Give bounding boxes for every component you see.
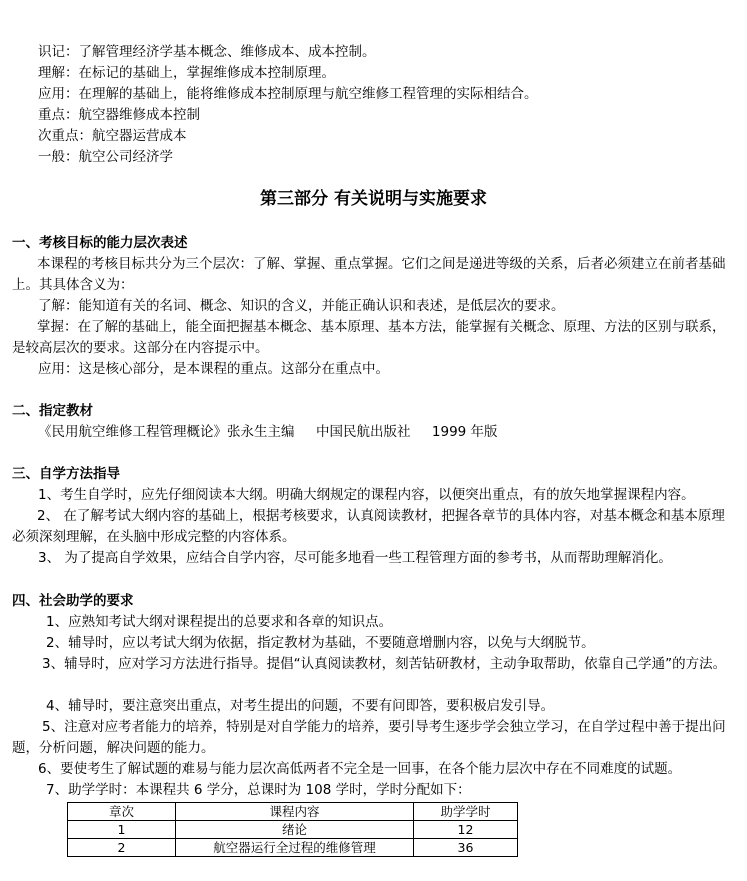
header-chapter: 章次 xyxy=(68,803,176,821)
section1-understand: 了解：能知道有关的名词、概念、知识的含义，并能正确认识和表述，是低层次的要求。 xyxy=(38,298,565,314)
section4-item-5: 5、注意对应考者能力的培养，特别是对自学能力的培养，要引导考生逐步学会独立学习，在自学过程中善于提出问题，分析问题，解决问题的能力。 xyxy=(12,719,726,756)
section4-item-3: 3、辅导时，应对学习方法进行指导。提倡“认真阅读教材，刻苦钻研教材，主动争取帮助，依靠自己学通”的方法。 xyxy=(42,656,727,672)
header-hours: 助学学时 xyxy=(414,803,518,821)
cell-hours: 36 xyxy=(414,839,518,857)
level-recall: 识记：了解管理经济学基本概念、维修成本、成本控制。 xyxy=(38,44,376,60)
section3-heading: 三、自学方法指导 xyxy=(12,466,120,482)
section1-apply: 应用：这是核心部分，是本课程的重点。这部分在重点中。 xyxy=(38,361,389,377)
section1-intro: 本课程的考核目标共分为三个层次：了解、掌握、重点掌握。它们之间是递进等级的关系，后者必须建立在前者基础上。其具体含义为： xyxy=(12,256,726,293)
hours-table xyxy=(67,802,518,857)
section3-item-2: 2、 在了解考试大纲内容的基础上，根据考核要求，认真阅读教材，把握各章节的具体内容，对基本概念和基本原理必须深刻理解，在头脑中形成完整的内容体系。 xyxy=(12,508,725,545)
section4-item-2: 2、辅导时，应以考试大纲为依据，指定教材为基础，不要随意增删内容，以免与大纲脱节。 xyxy=(46,635,595,651)
section4-item-6: 6、要使考生了解试题的难易与能力层次高低两者不完全是一回事，在各个能力层次中存在不同难度的试题。 xyxy=(38,761,682,777)
cell-content: 航空器运行全过程的维修管理 xyxy=(176,839,414,857)
level-key-point: 重点：航空器维修成本控制 xyxy=(38,107,200,123)
part-title: 第三部分 有关说明与实施要求 xyxy=(260,189,487,209)
level-secondary-point: 次重点：航空器运营成本 xyxy=(38,128,187,144)
section1-master: 掌握：在了解的基础上，能全面把握基本概念、基本原理、基本方法，能掌握有关概念、原理、方法的区别与联系，是较高层次的要求。这部分在内容提示中。 xyxy=(12,319,726,356)
level-general: 一般：航空公司经济学 xyxy=(38,149,173,165)
level-comprehend: 理解：在标记的基础上，掌握维修成本控制原理。 xyxy=(38,65,335,81)
textbook-entry: 《民用航空维修工程管理概论》张永生主编 中国民航出版社 1999 年版 xyxy=(38,424,498,440)
section4-item-1: 1、应熟知考试大纲对课程提出的总要求和各章的知识点。 xyxy=(46,614,393,630)
section2-heading: 二、指定教材 xyxy=(12,403,93,419)
section4-heading: 四、社会助学的要求 xyxy=(12,593,134,609)
cell-chapter: 1 xyxy=(68,821,176,839)
table-row xyxy=(68,821,518,839)
cell-chapter: 2 xyxy=(68,839,176,857)
section3-item-3: 3、 为了提高自学效果，应结合自学内容，尽可能多地看一些工程管理方面的参考书，从而帮助理解消化。 xyxy=(38,550,672,566)
cell-hours: 12 xyxy=(414,821,518,839)
cell-content: 绪论 xyxy=(176,821,414,839)
level-apply: 应用：在理解的基础上，能将维修成本控制原理与航空维修工程管理的实际相结合。 xyxy=(38,86,538,102)
section4-item-4: 4、辅导时，要注意突出重点，对考生提出的问题，不要有问即答，要积极启发引导。 xyxy=(46,698,555,714)
hours-table-header-row xyxy=(68,803,518,821)
section3-item-1: 1、考生自学时，应先仔细阅读本大纲。明确大纲规定的课程内容，以便突出重点，有的放矢地掌握课程内容。 xyxy=(38,487,695,503)
section1-heading: 一、考核目标的能力层次表述 xyxy=(12,235,188,251)
header-content: 课程内容 xyxy=(176,803,414,821)
section4-item-7: 7、助学学时：本课程共 6 学分，总课时为 108 学时，学时分配如下： xyxy=(46,782,471,798)
table-row xyxy=(68,839,518,857)
